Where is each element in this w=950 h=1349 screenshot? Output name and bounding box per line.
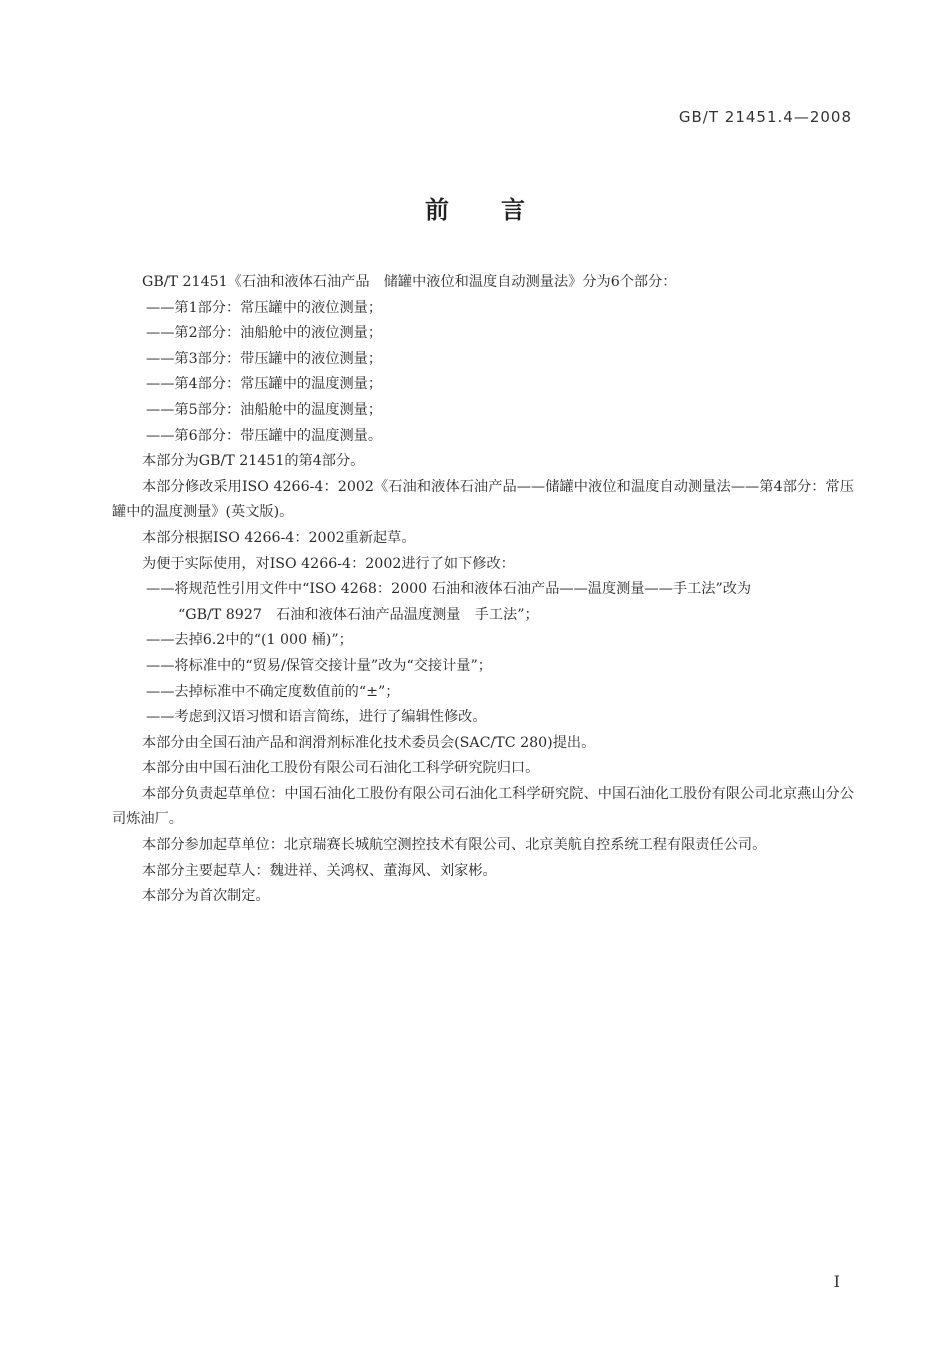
page-title: 前言: [425, 196, 577, 224]
list-item: ——第6部分：带压罐中的温度测量。: [146, 427, 383, 444]
paragraph: 本部分根据ISO 4266-4：2002重新起草。: [142, 529, 416, 546]
list-item: ——去掉6.2中的“(1 000 桶)”；: [146, 632, 353, 649]
list-item: ——考虑到汉语习惯和语言简练，进行了编辑性修改。: [146, 709, 487, 726]
list-item: ——第2部分：油船舱中的液位测量；: [146, 325, 383, 342]
paragraph: 本部分参加起草单位：北京瑞赛长城航空测控技术有限公司、北京美航自控系统工程有限责任公司。: [142, 837, 767, 854]
page-number: I: [833, 1272, 840, 1291]
list-item: ——第1部分：常压罐中的液位测量；: [146, 299, 383, 316]
paragraph: 本部分主要起草人：魏进祥、关鸿权、董海风、刘家彬。: [142, 862, 497, 879]
list-item-continuation: “GB/T 8927 石油和液体石油产品温度测量 手工法”；: [178, 606, 539, 623]
intro-paragraph: GB/T 21451《石油和液体石油产品 储罐中液位和温度自动测量法》分为6个部分：: [142, 274, 677, 290]
list-item: ——第5部分：油船舱中的温度测量；: [146, 401, 383, 418]
list-item: ——第4部分：常压罐中的温度测量；: [146, 376, 383, 393]
list-item: ——第3部分：带压罐中的液位测量；: [146, 350, 383, 367]
paragraph: 本部分为首次制定。: [142, 888, 270, 905]
paragraph: 本部分由全国石油产品和润滑剂标准化技术委员会(SAC/TC 280)提出。: [142, 734, 596, 751]
paragraph: 本部分由中国石油化工股份有限公司石油化工科学研究院归口。: [142, 760, 540, 777]
paragraph: 为便于实际使用，对ISO 4266-4：2002进行了如下修改：: [142, 555, 515, 572]
document-body: [112, 270, 854, 910]
list-item: ——将标准中的“贸易/保管交接计量”改为“交接计量”；: [146, 657, 492, 674]
paragraph: 本部分负责起草单位：中国石油化工股份有限公司石油化工科学研究院、中国石油化工股份有限公司北京燕山分公司炼油厂。: [112, 785, 854, 828]
paragraph: 本部分为GB/T 21451的第4部分。: [142, 453, 365, 470]
list-item: ——去掉标准中不确定度数值前的“±”；: [146, 683, 400, 700]
paragraph: 本部分修改采用ISO 4266-4：2002《石油和液体石油产品——储罐中液位和温度自动测量法——第4部分：常压罐中的温度测量》(英文版)。: [112, 478, 854, 521]
standard-number: GB/T 21451.4—2008: [678, 108, 852, 126]
list-item: ——将规范性引用文件中“ISO 4268：2000 石油和液体石油产品——温度测量——手工法”改为: [146, 581, 752, 598]
